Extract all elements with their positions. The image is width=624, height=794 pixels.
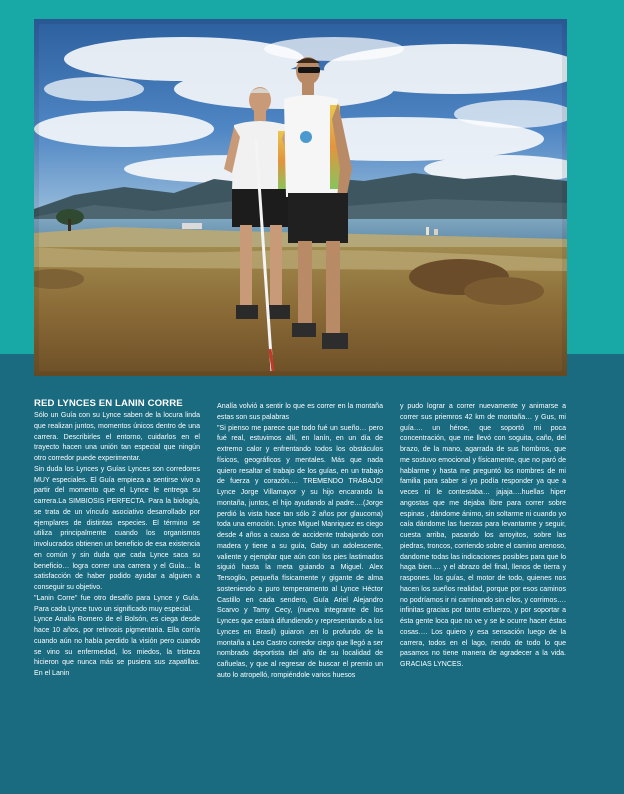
- article-column-3: [400, 402, 566, 794]
- article: [34, 398, 567, 790]
- article-headline: RED LYNCES EN LANIN CORRE: [34, 398, 183, 409]
- paragraph: "Si pienso me parece que todo fué un sueño… pero fué real, estuvimos allí, en lanín, en un día de extremo calor y enfrentando todos los obstáculos físicos, geográficos y mentales. Más que nada quiero resaltar el trabajo de los guías, en un trabajo de fuerza y corazón…. TREMENDO TRABAJO! Lynce Jorge Villamayor y su hijo encarando la montaña, juntos, el hijo ayudando al padre….(Jorge perdió la vista hace tan sólo 2 años por glaucoma) toda una emoción. Lynce Miguel Manriquez es ciego desde 4 años a causa de accidente trabajando con madera y tiene a su guía, Gaby un adolescente, valiente y ejemplar que aún con los pies lastimados siguió hasta la meta guiando a Miguel. Alex Tersoglio, pequeña físicamente y gigante de alma sosteniendo a puro temperamento al Lynce Héctor Castillo en cada sendero, Guía Ariel Alejandro Scarvo y Tamy Cecy, (nueva integrante de los Lynces que estará difundiendo y representando a los Lynces en Brasil) guiaron .en lo profundo de la montaña a Leo Castro corredor ciego que llegó a ser nombrado deportista del año de su localidad de cañuelas, y que al regresar de buscar el premio un auto lo atropelló, rompiéndole varios huesos: [217, 424, 383, 679]
- article-column-1: [34, 398, 200, 790]
- paragraph: y pudo lograr a correr nuevamente y animarse a correr sus priemros 42 km de montaña… y Gus, mi guía…. un héroe, que soportó mi poca concentración, que me llevó con soguita, caño, del brazo, de la mano, agarrada de sus hombros, que me sostuvo emocional y físicamente, que no paró de hablarme y hasta me preguntó los nombres de mi familia para saber si yo podía responder ya que a veces ni le contestaba… jajaja….huellas hiper angostas que me dejaba libre para correr sobre espinas , dándome ánimo, sin soltarme ni cuando yo caía dándome las fuerzas para levantarme y seguir, cuesta arriba, pasando los arroyitos, sobre las piedras, troncos, corriendo sobre el camino arenoso, dandome todas las indicaciones posibles para que lo haga bien…. y el abrazo del final, llenos de tierra y raspones. los guías, el motor de todo, quienes nos hacen los sueños realidad, porque por esos caminos no podríamos ir ni caminando sin ellos, y corrimos…. infinitas gracias por tanto esfuerzo, y por soportar a ésta gente loca que no ve y se le ocurre hacer éstas cosas…. Los quiero y esa sensación luego de la carrera, todos en el lago, riendo de todo lo que pasamos no tiene manera de agradecer a la vida. GRACIAS LYNCES.: [400, 403, 566, 668]
- paragraph: Analía volvió a sentir lo que es correr en la montaña estas son sus palabras: [217, 403, 383, 421]
- paragraph: "Lanin Corre" fue otro desafío para Lynce y Guía. Para cada Lynce tuvo un significado muy especial.: [34, 594, 200, 613]
- paragraph: Sólo un Guía con su Lynce saben de la locura linda que realizan juntos, momentos únicos dentro de una carrera. Describirles el entorno, cuidarlos en el trayecto hacen una unión tan especial que ningún otro corredor puede experimentar.: [34, 412, 200, 462]
- runners-photo: [34, 19, 567, 376]
- paragraph: Sin duda los Lynces y Guías Lynces son corredores MUY especiales. El Guía empieza a sentirse vivo a partir del momento que el Lynce le entrega su carrera.La SIMBIOSIS PERFECTA. Para la biología, se trata de un vínculo asociativo desarrollado por ejemplares de distintas especies. El término se utiliza principalmente cuando los organismos involucrados obtienen un beneficio de esa existencia en común y sin duda que cada Lynce saca su beneficio… logra correr una carrera y el Guía… la satisfacción de haber podido ayudar a alguien a conseguir su objetivo.: [34, 465, 200, 591]
- paragraph: Lynce Analía Romero de el Bolsón, es ciega desde hace 10 años, por retinosis pigmentaria. Ella corría cuando aún no había perdido la visión pero cuando se vino su enfermedad, los miedos, la tristeza hicieron que nunca más se pusiera sus zapatillas. En el Lanin: [34, 616, 200, 677]
- article-column-2: [217, 402, 383, 794]
